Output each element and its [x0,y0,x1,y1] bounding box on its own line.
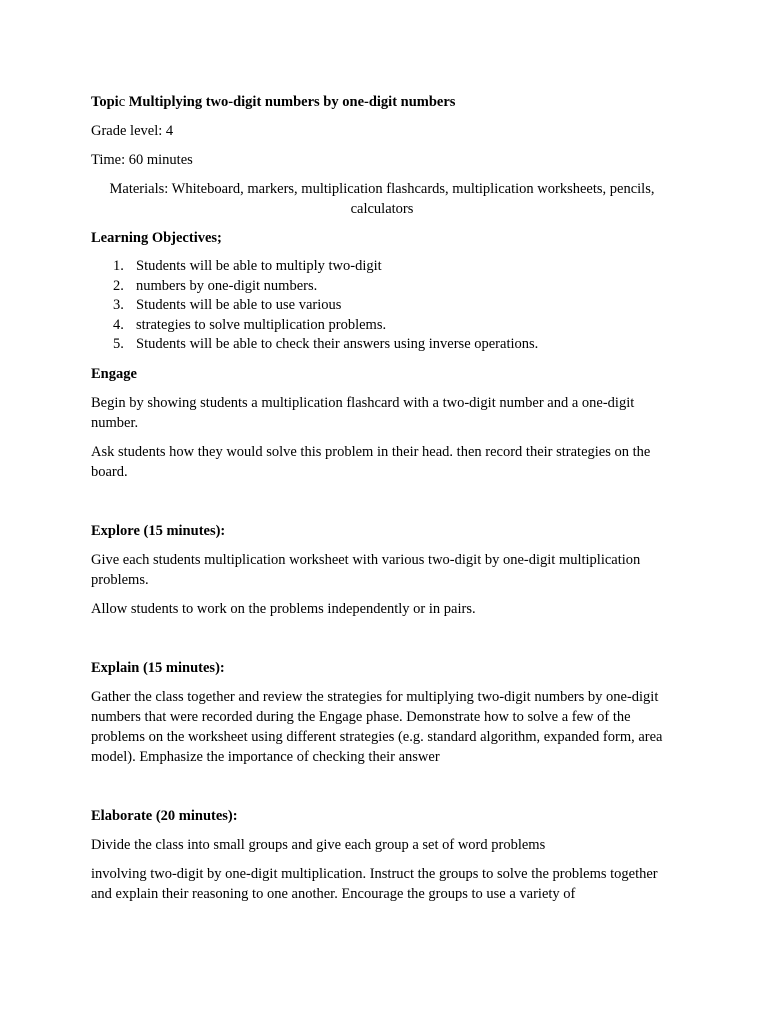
document-body [91,92,681,913]
time: Time: 60 minutes [91,152,193,168]
list-text: strategies to solve multiplication problems. [136,316,387,333]
topic-line [91,92,681,112]
list-number: 2. [113,277,124,294]
list-text: numbers by one-digit numbers. [136,277,318,294]
explore-paragraph-1: Give each students multiplication worksheet with various two-digit by one-digit multiplication problems. [91,551,641,588]
spacer [91,776,681,806]
topic-prefix-c: c [118,94,126,110]
explain-paragraph-1: Gather the class together and review the strategies for multiplying two-digit numbers by one-digit numbers that were recorded during the Engage phase. Demonstrate how to solve a few of the problems on the worksheet using different strategies (e.g. standard algorithm, expanded form, area model). Emphasize the importance of checking their answer [91,688,663,765]
list-item [91,277,681,297]
list-number: 1. [113,258,124,274]
explore-paragraph-2: Allow students to work on the problems independently or in pairs. [91,600,476,617]
list-item [91,316,681,336]
elaborate-paragraph-2: involving two-digit by one-digit multiplication. Instruct the groups to solve the problems together and explain their reasoning to one another. Encourage the groups to use a variety of [91,865,658,902]
elaborate-heading: Elaborate (20 minutes): [91,807,238,824]
list-text: Students will be able to multiply two-digit [136,258,382,274]
list-text: Students will be able to use various [136,297,342,313]
list-item [91,296,681,316]
explain-heading: Explain (15 minutes): [91,659,225,676]
list-number: 4. [113,316,124,333]
topic-title: Multiplying two-digit numbers by one-digit numbers [125,94,456,110]
engage-heading: Engage [91,365,137,382]
explore-heading: Explore (15 minutes): [91,522,226,539]
grade-level: Grade level: 4 [91,123,174,139]
list-item [91,335,681,355]
list-number: 5. [113,336,124,352]
spacer [91,628,681,658]
engage-paragraph-2: Ask students how they would solve this problem in their head. then record their strategies on the board. [91,443,651,480]
spacer [91,491,681,521]
list-text: Students will be able to check their answers using inverse operations. [136,336,539,352]
list-item [91,257,681,277]
list-number: 3. [113,297,124,313]
objectives-heading: Learning Objectives; [91,230,222,246]
elaborate-paragraph-1: Divide the class into small groups and give each group a set of word problems [91,836,546,853]
engage-paragraph-1: Begin by showing students a multiplication flashcard with a two-digit number and a one-digit number. [91,394,635,431]
topic-prefix: Topi [91,94,119,110]
objectives-list [91,257,681,355]
materials: Materials: Whiteboard, markers, multiplication flashcards, multiplication worksheets, pencils, calculators [109,181,655,217]
